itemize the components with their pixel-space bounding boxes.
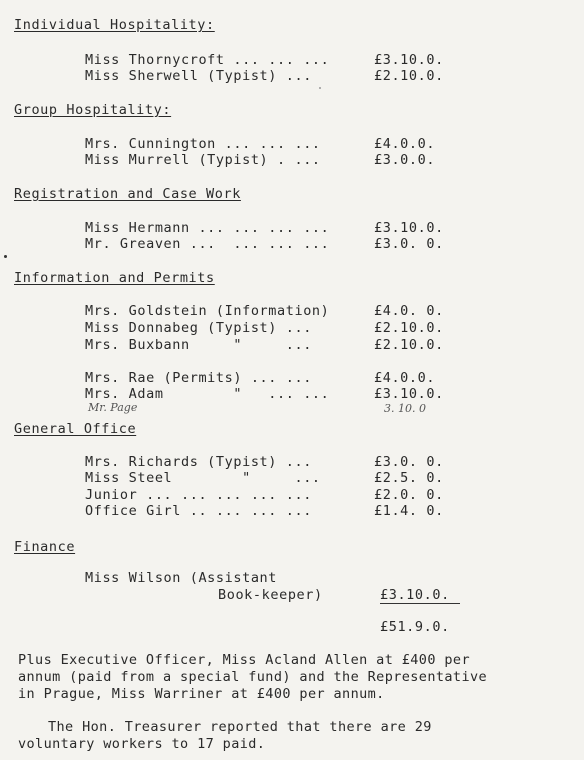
row-amount: £3.10.0. <box>374 220 444 236</box>
note-paragraph-line: in Prague, Miss Warriner at £400 per annum. <box>18 686 385 702</box>
row-label: Mrs. Richards (Typist) ... <box>85 454 312 470</box>
section-heading-finance: Finance <box>14 539 76 555</box>
row-amount: £2.0. 0. <box>374 487 444 503</box>
scan-speck <box>319 87 321 89</box>
row-label: Miss Sherwell (Typist) ... <box>85 68 312 84</box>
note-paragraph-line: Plus Executive Officer, Miss Acland Allen at £400 per <box>18 652 470 668</box>
row-label: Miss Donnabeg (Typist) ... <box>85 320 312 336</box>
row-amount: £2.10.0. <box>374 320 444 336</box>
row-amount: £4.0. 0. <box>374 303 444 319</box>
row-amount: £4.0.0. <box>374 370 436 386</box>
treasurer-paragraph-line: The Hon. Treasurer reported that there are 29 <box>48 719 432 735</box>
row-amount: £2.10.0. <box>374 68 444 84</box>
section-heading-group-hospitality: Group Hospitality: <box>14 102 172 118</box>
row-label: Miss Steel " ... <box>85 470 321 486</box>
section-heading-general-office: General Office <box>14 421 137 437</box>
row-label: Mrs. Adam " ... ... <box>85 386 330 402</box>
handwritten-amount: 3. 10. 0 <box>384 402 426 415</box>
row-amount: £3.0.0. <box>374 152 436 168</box>
subtotal-rule <box>380 603 460 604</box>
total-amount: £51.9.0. <box>380 619 450 635</box>
row-label: Office Girl .. ... ... ... <box>85 503 312 519</box>
row-amount: £3.10.0. <box>380 587 450 603</box>
row-label: Book-keeper) <box>218 587 323 603</box>
row-label: Junior ... ... ... ... ... <box>85 487 312 503</box>
row-label: Miss Thornycroft ... ... ... <box>85 52 330 68</box>
row-label: Miss Murrell (Typist) . ... <box>85 152 321 168</box>
row-label: Mr. Greaven ... ... ... ... <box>85 236 330 252</box>
row-amount: £4.0.0. <box>374 136 436 152</box>
section-heading-registration: Registration and Case Work <box>14 186 241 202</box>
row-amount: £3.10.0. <box>374 386 444 402</box>
row-label: Mrs. Goldstein (Information) <box>85 303 330 319</box>
section-heading-information-permits: Information and Permits <box>14 270 215 286</box>
handwritten-label: Mr. Page <box>88 401 138 414</box>
note-paragraph-line: annum (paid from a special fund) and the Representative <box>18 669 488 685</box>
row-amount: £2.10.0. <box>374 337 444 353</box>
row-amount: £3.0. 0. <box>374 236 444 252</box>
row-amount: £3.10.0. <box>374 52 444 68</box>
row-label: Miss Wilson (Assistant <box>85 570 278 586</box>
row-amount: £2.5. 0. <box>374 470 444 486</box>
treasurer-paragraph-line: voluntary workers to 17 paid. <box>18 736 266 752</box>
scan-speck <box>4 255 7 258</box>
row-amount: £3.0. 0. <box>374 454 444 470</box>
row-label: Mrs. Cunnington ... ... ... <box>85 136 321 152</box>
row-label: Mrs. Buxbann " ... <box>85 337 312 353</box>
row-label: Mrs. Rae (Permits) ... ... <box>85 370 312 386</box>
row-amount: £1.4. 0. <box>374 503 444 519</box>
section-heading-individual-hospitality: Individual Hospitality: <box>14 17 215 33</box>
row-label: Miss Hermann ... ... ... ... <box>85 220 330 236</box>
